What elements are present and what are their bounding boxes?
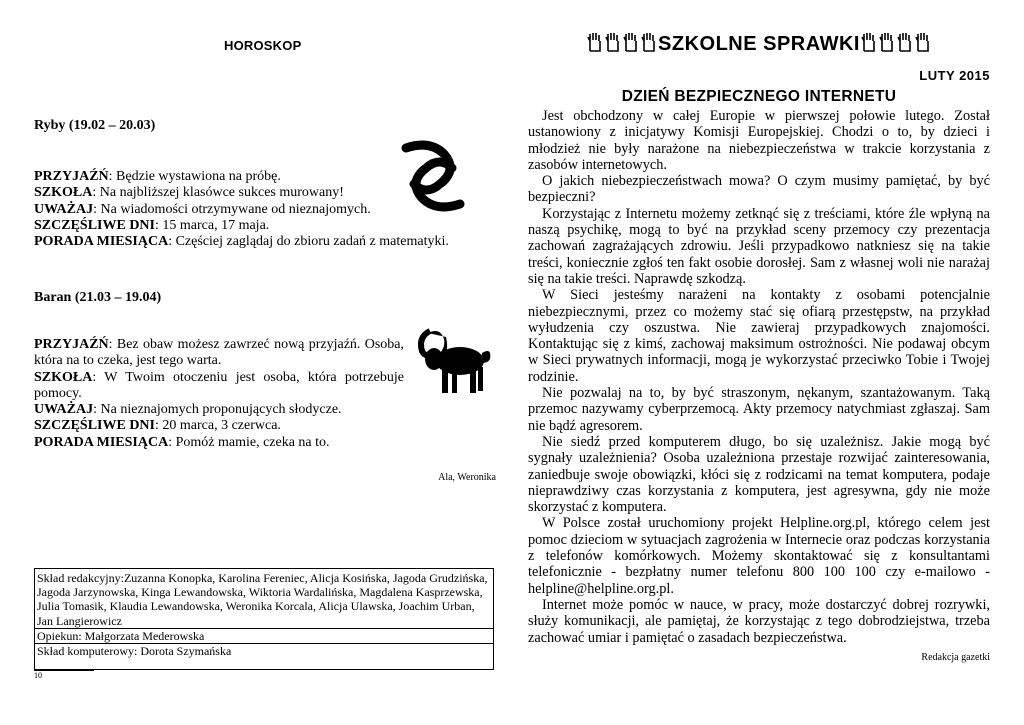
hand-icons-left — [586, 32, 658, 56]
pisces-title: Ryby (19.02 – 20.03) — [34, 118, 156, 133]
pisces-friendship: PRZYJAŹŃ: Będzie wystawiona na próbę. — [34, 169, 281, 184]
staff-line: Skład redakcyjny:Zuzanna Konopka, Karolina Fereniec, Alicja Kosińska, Jagoda Grudzińska, — [37, 571, 488, 585]
aries-block — [34, 337, 404, 451]
school-news-title — [528, 32, 990, 56]
article-paragraph: Internet może pomóc w nauce, w pracy, może dostarczyć dobrej rozrywki, służy komunikacji, ale pamiętaj, że korzystając z tego dobrodziejstwa, trzeba zachować umiar i pamiętać o zasadach bezpieczeństwa. — [528, 596, 990, 646]
article-paragraph: Nie pozwalaj na to, by być straszonym, nękanym, szantażowanym. Taką przemoc nazywamy cyberprzemocą. Akty przemocy natychmiast zgłaszaj. Sam nie bądź agresorem. — [528, 385, 990, 434]
horoscope-credit: Ala, Weronika — [438, 472, 496, 483]
article-paragraph: Jest obchodzony w całej Europie w pierwszej połowie lutego. Został ustanowiony z inicjatywy Komisji Europejskiej. Chodzi o to, by dzieci i młodzież nie były narażone na niebezpieczeństwa w trakcie korzystania z zasobów internetowych. — [528, 108, 990, 173]
aries-school: SZKOŁA: W Twoim otoczeniu jest osoba, która potrzebuje pomocy. — [34, 369, 404, 401]
hand-icons-right — [860, 32, 932, 56]
article-paragraph: Nie siedź przed komputerem długo, bo się uzależnisz. Jakie mogą być sygnały uzależnienia? Osoba uzależniona przestaje rozwijać zainteresowania, zaniedbuje swoje obowiązki, kłóci się z rodzicami na temat komputera, podaje nieprawdziwy czas korzystania z komputera, jest agresywna, gdy nie może skorzystać z komputera. — [528, 433, 990, 516]
pisces-block — [34, 169, 449, 250]
staff-line: Jan Langierowicz — [37, 613, 122, 628]
pisces-advice: PORADA MIESIĄCA: Częściej zaglądaj do zbioru zadań z matematyki. — [34, 234, 449, 250]
pisces-school: SZKOŁA: Na najbliższej klasówce sukces murowany! — [34, 185, 344, 201]
editorial-staff-box — [34, 568, 494, 670]
hand-icon — [861, 32, 877, 52]
article-paragraph: W Polsce został uruchomiony projekt Helpline.org.pl, którego celem jest pomoc dzieciom w sytuacjach zagrożenia w Internecie oraz podczas korzystania z telefonów komórkowych. Możemy skontaktować się z konsultantami telefonicznie - bezpłatny numer telefonu 800 100 100 czy e-mailowo - helpline@helpline.org.pl. — [528, 515, 990, 597]
hand-icon — [623, 32, 639, 52]
article-paragraph: O jakich niebezpieczeństwach mowa? O czym musimy pamiętać, by być bezpieczni? — [528, 173, 990, 206]
pisces-icon — [400, 140, 466, 212]
hand-icon — [605, 32, 621, 52]
aries-icon — [416, 323, 494, 399]
aries-lucky-days: SZCZĘŚLIWE DNI: 20 marca, 3 czerwca. — [34, 418, 281, 434]
staff-line: Jagoda Jarzynowska, Kinga Lewandowska, Wiktoria Wardalińska, Magdalena Kasprzewska, — [37, 585, 483, 600]
aries-title: Baran (21.03 – 19.04) — [34, 290, 162, 305]
page-number: 10 — [34, 670, 94, 681]
pisces-beware: UWAŻAJ: Na wiadomości otrzymywane od nieznajomych. — [34, 201, 371, 217]
aries-advice: PORADA MIESIĄCA: Pomóż mamie, czeka na to. — [34, 434, 330, 450]
staff-typesetting: Skład komputerowy: Dorota Szymańska — [35, 643, 493, 658]
aries-friendship: PRZYJAŹŃ: Bez obaw możesz zawrzeć nową przyjaźń. Osoba, która na to czeka, jest tego warta. — [34, 337, 404, 369]
article-body — [528, 108, 990, 666]
issue-month: LUTY 2015 — [919, 68, 990, 83]
article-paragraph: W Sieci jesteśmy narażeni na kontakty z osobami potencjalnie niebezpiecznymi, przez co możemy stać się ofiarą przestępstw, na przykład wyłudzenia czy oszustwa. Nie zawieraj przypadkowych znajomości. Kontaktując się z kimś, zachowaj maksimum ostrożności. Nie podawaj obcym w Sieci prywatnych informacji, mogą je wykorzystać przeciwko Tobie i Twojej rodzinie. — [528, 287, 990, 385]
article-paragraph: Korzystając z Internetu możemy zetknąć się z treściami, które źle wpłyną na naszą psychikę, mogą to być na przykład sceny przemocy czy prezentacja zachowań zagrażających zdrowiu. Jeśli przypadkowo natkniesz się na takie treści, koniecznie zgłoś ten fakt osobie dorosłej. Sam z własnej woli nie narażaj się na takie treści. Naprawdę szkodzą. — [528, 205, 990, 287]
hand-icon — [641, 32, 657, 52]
hand-icon — [879, 32, 895, 52]
staff-supervisor: Opiekun: Małgorzata Mederowska — [35, 628, 493, 643]
school-news-heading: SZKOLNE SPRAWKI — [658, 33, 860, 55]
hand-icon — [915, 32, 931, 52]
aries-beware: UWAŻAJ: Na nieznajomych proponujących słodycze. — [34, 402, 342, 418]
hand-icon — [587, 32, 603, 52]
article-signature: Redakcja gazetki — [921, 651, 990, 663]
horoscope-title: HOROSKOP — [224, 38, 302, 53]
hand-icon — [897, 32, 913, 52]
staff-line: Julia Tomasik, Klaudia Lewandowska, Weronika Korcala, Alicja Ulawska, Joachim Urban, — [37, 599, 475, 614]
pisces-lucky-days: SZCZĘŚLIWE DNI: 15 marca, 17 maja. — [34, 217, 270, 233]
article-title: DZIEŃ BEZPIECZNEGO INTERNETU — [621, 88, 897, 105]
